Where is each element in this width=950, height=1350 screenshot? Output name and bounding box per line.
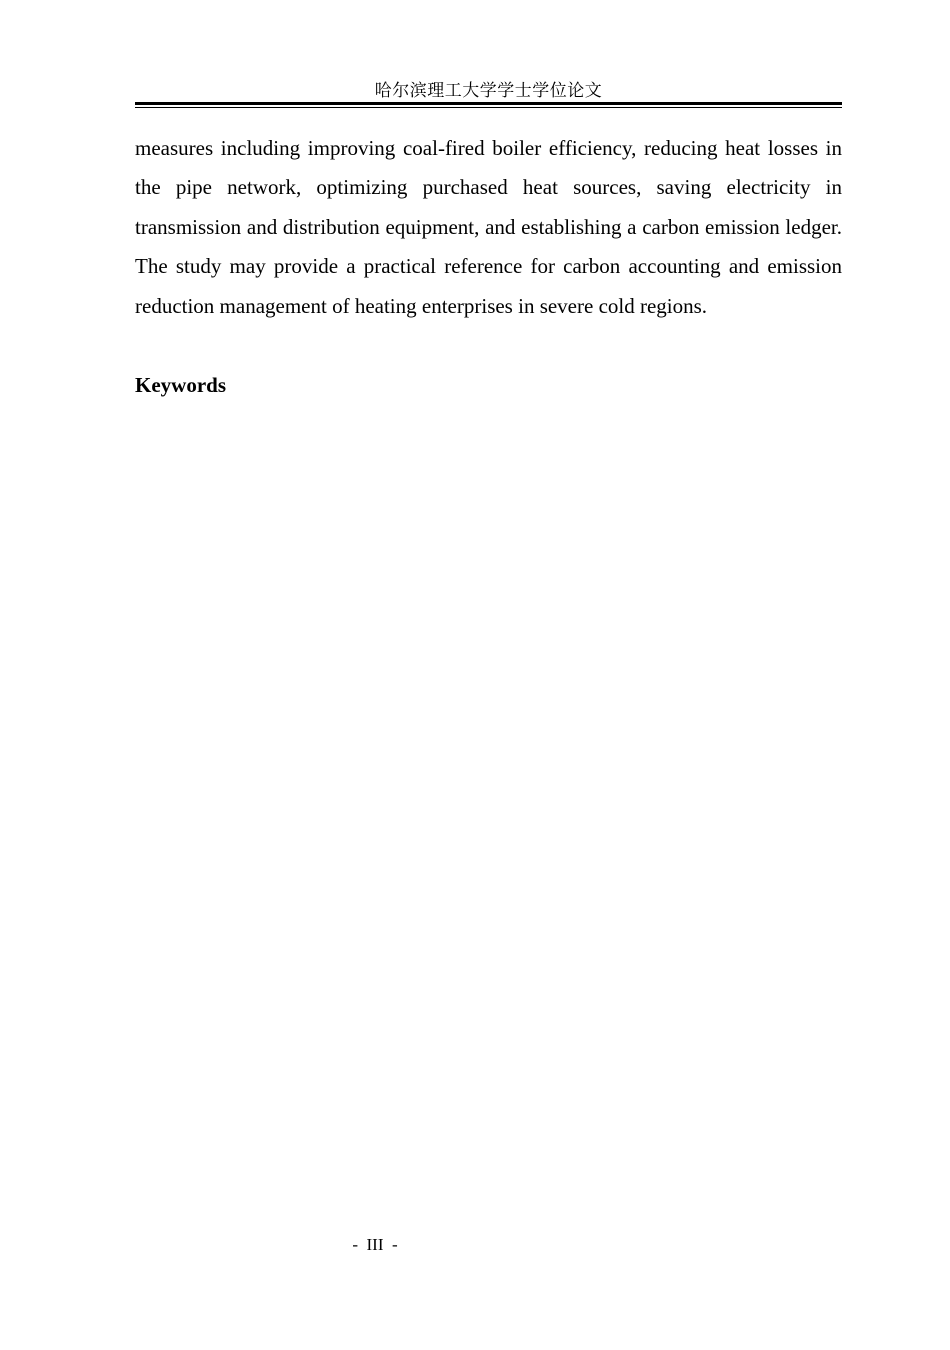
keywords-label: Keywords <box>135 373 226 397</box>
page-header-title: 哈尔滨理工大学学士学位论文 <box>374 81 603 100</box>
header-rule-thin <box>135 107 842 108</box>
abstract-paragraph: measures including improving coal-fired boiler efficiency, reducing heat losses in the pipe network, optimizing purchased heat sources, saving electricity in transmission and distribution equipment, and establishing a carbon emission ledger. The study may provide a practical reference for carbon accounting and emission reduction management of heating enterprises in severe cold regions. <box>135 136 842 318</box>
header-rule-thick <box>135 102 842 105</box>
page-number: - III - <box>352 1235 398 1254</box>
